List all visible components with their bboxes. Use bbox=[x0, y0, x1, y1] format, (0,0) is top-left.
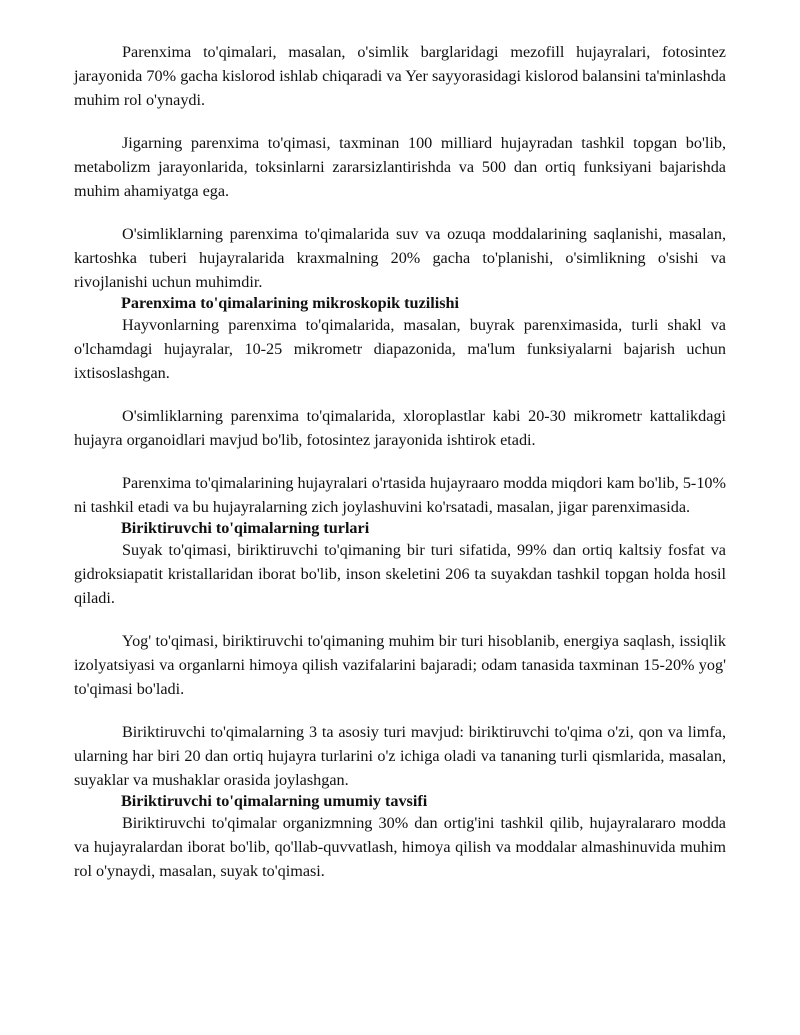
paragraph-liver-parenchyma: Jigarning parenxima to'qimasi, taxminan 100 milliard hujayradan tashkil topgan bo'lib, metabolizm jarayonlarida, toksinlarni zararsizlantirishda va 500 dan ortiq funksiyani bajarishda muhim ahamiyatga ega. bbox=[74, 134, 726, 200]
section-heading-microscopic-structure: Parenxima to'qimalarining mikroskopik tuzilishi bbox=[121, 294, 460, 312]
section-heading-connective-types: Biriktiruvchi to'qimalarning turlari bbox=[121, 519, 370, 537]
paragraph-bone-tissue: Suyak to'qimasi, biriktiruvchi to'qimaning bir turi sifatida, 99% dan ortiq kaltsiy fosfat va gidroksiapatit kristallaridan iborat bo'lib, inson skeletini 206 ta suyakdan tashkil topgan holda hosil qiladi. bbox=[74, 541, 726, 607]
paragraph-plant-storage: O'simliklarning parenxima to'qimalarida suv va ozuqa moddalarining saqlanishi, masalan, kartoshka tuberi hujayralarida kraxmalning 20% gacha to'planishi, o'simlikning o'sishi va rivojlanishi uchun muhimdir. bbox=[74, 225, 726, 291]
paragraph-connective-overview: Biriktiruvchi to'qimalar organizmning 30% dan ortig'ini tashkil qilib, hujayralararo modda va hujayralardan iborat bo'lib, qo'llab-quvvatlash, himoya qilish va moddalar almashinuvida muhim rol o'ynaydi, masalan, suyak to'qimasi. bbox=[74, 814, 726, 880]
paragraph-mesophyll-oxygen: Parenxima to'qimalari, masalan, o'simlik barglaridagi mezofill hujayralari, fotosintez jarayonida 70% gacha kislorod ishlab chiqaradi va Yer sayyorasidagi kislorod balansini ta'minlashda muhim rol o'ynaydi. bbox=[74, 43, 726, 109]
paragraph-chloroplasts: O'simliklarning parenxima to'qimalarida, xloroplastlar kabi 20-30 mikrometr kattalikdagi hujayra organoidlari mavjud bo'lib, fotosintez jarayonida ishtirok etadi. bbox=[74, 407, 726, 449]
section-heading-connective-overview: Biriktiruvchi to'qimalarning umumiy tavsifi bbox=[121, 792, 428, 810]
paragraph-adipose-tissue: Yog' to'qimasi, biriktiruvchi to'qimaning muhim bir turi hisoblanib, energiya saqlash, issiqlik izolyatsiyasi va organlarni himoya qilish vazifalarini bajaradi; odam tanasida taxminan 15-20% yog' to'qimasi bo'ladi. bbox=[74, 632, 726, 698]
paragraph-intercellular-substance: Parenxima to'qimalarining hujayralari o'rtasida hujayraaro modda miqdori kam bo'lib, 5-10% ni tashkil etadi va bu hujayralarning zich joylashuvini ko'rsatadi, masalan, jigar parenximasida. bbox=[74, 474, 726, 516]
paragraph-animal-parenchyma: Hayvonlarning parenxima to'qimalarida, masalan, buyrak parenximasida, turli shakl va o'lchamdagi hujayralar, 10-25 mikrometr diapazonida, ma'lum funksiyalarni bajarish uchun ixtisoslashgan. bbox=[74, 316, 726, 382]
document-page bbox=[74, 40, 726, 883]
paragraph-connective-main-types: Biriktiruvchi to'qimalarning 3 ta asosiy turi mavjud: biriktiruvchi to'qima o'zi, qon va limfa, ularning har biri 20 dan ortiq hujayra turlarini o'z ichiga oladi va tananing turli qismlarida, masalan, suyaklar va mushaklar orasida joylashgan. bbox=[74, 723, 726, 789]
